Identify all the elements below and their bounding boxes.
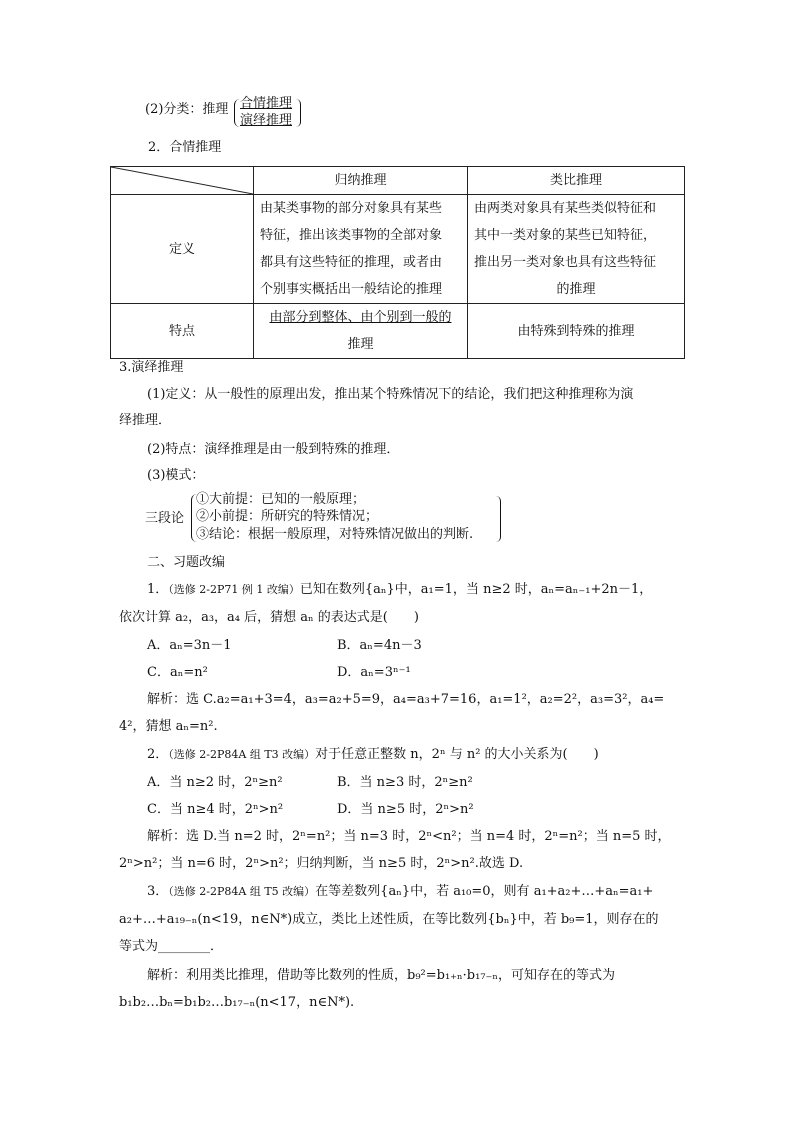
- q1-line-2: 依次计算 a₂，a₃，a₄ 后，猜想 aₙ 的表达式是( ): [119, 610, 419, 625]
- def-analogy-line: 的推理: [556, 282, 596, 297]
- q2-option-c: C．当 n≥4 时，2ⁿ>n²: [147, 802, 284, 817]
- feat-inductive-line-2: 推理: [347, 337, 374, 352]
- classify-prefix: (2)分类：推理: [145, 102, 229, 117]
- q2-option-b: B．当 n≥3 时，2ⁿ≥n²: [337, 775, 473, 790]
- def-inductive-line: 都具有这些特征的推理，或者由: [260, 255, 443, 270]
- row-label-feature: 特点: [111, 304, 254, 359]
- q2-line-1: 2．（选修 2-2P84A 组 T3 改编）对于任意正整数 n，2ⁿ 与 n² 的大小关系为( ): [147, 747, 599, 762]
- q2-stem: 对于任意正整数 n，2ⁿ 与 n² 的大小关系为( ): [315, 747, 599, 762]
- deductive-mode: (3)模式：: [147, 468, 205, 483]
- syllogism-minor: ②小前提：所研究的特殊情况；: [196, 509, 379, 524]
- comparison-table: [110, 166, 685, 359]
- q3-solution-1: 解析：利用类比推理，借助等比数列的性质，b₉²=b₁₊ₙ·b₁₇₋ₙ，可知存在的等式为: [147, 968, 616, 983]
- brace-item-2: 演绎推理: [240, 113, 293, 128]
- brace-item-1: 合情推理: [240, 96, 293, 111]
- def-inductive-line: 个别事实概括出一般结论的推理: [260, 282, 443, 297]
- q1-stem: 已知在数列{aₙ}中，a₁=1，当 n≥2 时，aₙ=aₙ₋₁+2n－1，: [299, 582, 653, 597]
- q1-option-a: A．aₙ=3n－1: [147, 638, 232, 653]
- q1-line-1: 1．（选修 2-2P71 例 1 改编）已知在数列{aₙ}中，a₁=1，当 n≥2 时，aₙ=aₙ₋₁+2n－1，: [147, 582, 653, 597]
- q3-source: （选修 2-2P84A 组 T5 改编）: [168, 885, 316, 898]
- header-inductive: 归纳推理: [254, 167, 468, 195]
- def-analogy-line: 由两类对象具有某些类似特征和: [474, 201, 657, 216]
- q2-solution-2: 2ⁿ>n²；当 n=6 时，2ⁿ>n²；归纳判断，当 n≥5 时，2ⁿ>n².故选 D.: [119, 856, 524, 871]
- feat-analogy-cell: 由特殊到特殊的推理: [468, 304, 685, 359]
- syllogism-label: 三段论: [145, 511, 185, 526]
- syllogism-major: ①大前提：已知的一般原理；: [196, 492, 366, 507]
- q1-source: （选修 2-2P71 例 1 改编）: [168, 583, 300, 596]
- q3-line-3: 等式为________．: [119, 939, 224, 954]
- section-heading-deductive: 3.演绎推理: [119, 360, 184, 375]
- feat-inductive-line-1: 由部分到整体、由个别到一般的: [269, 310, 452, 325]
- exercise-heading: 二、习题改编: [147, 555, 226, 570]
- q3-solution-2: b₁b₂…bₙ=b₁b₂…b₁₇₋ₙ(n<17，n∈N*).: [119, 995, 355, 1010]
- deductive-definition-line-1: (1)定义：从一般性的原理出发，推出某个特殊情况下的结论，我们把这种推理称为演: [147, 387, 634, 402]
- q1-solution-1: 解析：选 C.a₂=a₁+3=4，a₃=a₂+5=9，a₄=a₃+7=16，a₁=1²，a₂=2²，a₃=3²，a₄=: [147, 692, 665, 707]
- table-corner-cell: [111, 167, 254, 195]
- row-label-definition: 定义: [111, 195, 254, 304]
- q2-option-a: A．当 n≥2 时，2ⁿ≥n²: [147, 775, 283, 790]
- def-analogy-line: 推出另一类对象也具有这些特征: [474, 255, 657, 270]
- section-heading-plausible: 2．合情推理: [148, 140, 222, 155]
- q2-solution-1: 解析：选 D.当 n=2 时，2ⁿ=n²；当 n=3 时，2ⁿ<n²；当 n=4 时，2ⁿ=n²；当 n=5 时，: [147, 829, 671, 844]
- feat-inductive-cell: [254, 304, 468, 359]
- q3-stem: 在等差数列{aₙ}中，若 a₁₀=0，则有 a₁+a₂+…+aₙ=a₁+: [315, 884, 654, 899]
- def-analogy-line: 其中一类对象的某些已知特征，: [474, 228, 657, 243]
- def-inductive-cell: [254, 195, 468, 304]
- right-brace: [296, 99, 301, 127]
- q3-line-1: 3．（选修 2-2P84A 组 T5 改编）在等差数列{aₙ}中，若 a₁₀=0，则有 a₁+a₂+…+aₙ=a₁+: [147, 884, 654, 899]
- q2-source: （选修 2-2P84A 组 T3 改编）: [168, 748, 316, 761]
- q1-option-d: D．aₙ=3ⁿ⁻¹: [337, 665, 411, 680]
- q1-option-c: C．aₙ=n²: [147, 665, 208, 680]
- header-analogy: 类比推理: [468, 167, 685, 195]
- def-analogy-cell: [468, 195, 685, 304]
- q1-solution-2: 4²，猜想 aₙ=n².: [119, 719, 218, 734]
- q3-line-2: a₂+…+a₁₉₋ₙ(n<19，n∈N*)成立，类比上述性质，在等比数列{bₙ}中，若 b₉=1，则存在的: [119, 912, 659, 927]
- def-inductive-line: 特征，推出该类事物的全部对象: [260, 228, 443, 243]
- syllogism-right-brace: [496, 496, 501, 542]
- q2-option-d: D．当 n≥5 时，2ⁿ>n²: [337, 802, 474, 817]
- q1-option-b: B．aₙ=4n－3: [337, 638, 422, 653]
- syllogism-conclusion: ③结论：根据一般原理，对特殊情况做出的判断.: [196, 527, 474, 542]
- deductive-feature: (2)特点：演绎推理是由一般到特殊的推理．: [147, 442, 400, 457]
- deductive-definition-line-2: 绎推理．: [119, 413, 172, 428]
- def-inductive-line: 由某类事物的部分对象具有某些: [260, 201, 443, 216]
